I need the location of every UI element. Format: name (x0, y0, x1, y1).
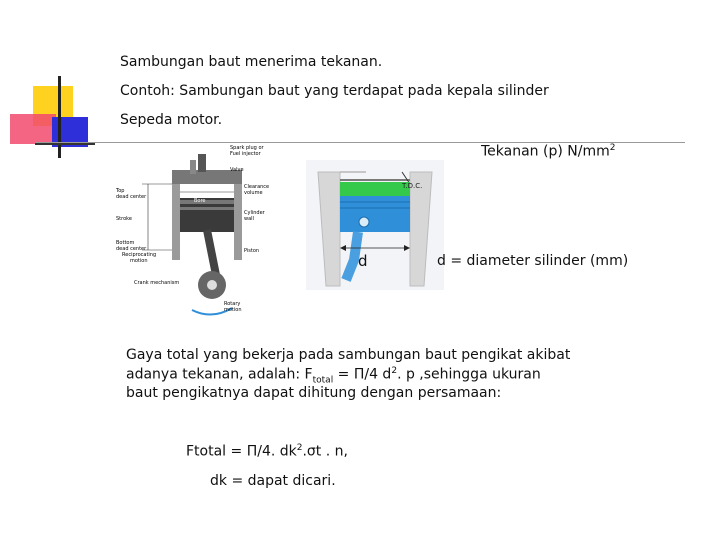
label-cylinder: Cylinder (244, 210, 265, 216)
diameter-description: d = diameter silinder (mm) (437, 253, 629, 269)
decor-red-square (10, 114, 56, 144)
label-fuel-injector: Fuel injector (230, 151, 261, 157)
example-line-2: Sepeda motor. (120, 112, 223, 128)
label-dead-center-top: dead center (116, 194, 147, 200)
label-reciprocating: Reciprocating (122, 252, 157, 258)
paragraph-line-2: adanya tekanan, adalah: $F_{total} = \Pi/4$ $d^2$. p ,sehingga ukuran (126, 366, 541, 386)
label-valve: Valve (230, 167, 244, 173)
label-bottom: Bottom (116, 240, 135, 246)
paragraph-line-1: Gaya total yang bekerja pada sambungan baut pengikat akibat (126, 347, 571, 363)
cylinder-wall-right (234, 182, 242, 260)
label-stroke: Stroke (116, 216, 132, 222)
label-tdc: T.D.C. (402, 182, 423, 190)
paragraph-line-3: baut pengikatnya dapat dihitung dengan persamaan: (126, 385, 502, 401)
diameter-symbol: d (358, 252, 368, 270)
label-motion: motion (130, 258, 148, 264)
piston-crown (340, 182, 410, 196)
formula-result: dk = dapat dicari. (210, 473, 336, 489)
label-piston: Piston (244, 248, 260, 254)
label-volume: volume (244, 190, 263, 196)
pressure-label: Tekanan (p) $N/mm^2$ (481, 143, 616, 160)
label-wall: wall (244, 216, 254, 222)
piston-illustration (306, 160, 444, 290)
decor-horizontal-line-accent (35, 143, 95, 145)
label-bore: Bore (194, 198, 206, 204)
label-rotary-motion: motion (224, 307, 242, 313)
slide-title: Sambungan baut menerima tekanan. (120, 54, 383, 70)
decor-vertical-line (58, 76, 61, 158)
label-crank: Crank mechanism (134, 280, 180, 286)
label-clearance: Clearance (244, 184, 270, 190)
formula-line: Ftotal = Π/4. $dk^2.\sigma t$ . n, (186, 443, 348, 460)
label-top: Top (116, 188, 125, 194)
spark-plug (198, 154, 206, 172)
example-line: Contoh: Sambungan baut yang terdapat pada kepala silinder (120, 83, 549, 99)
piston-body (340, 196, 410, 232)
cylinder-wall-left (172, 182, 180, 260)
label-spark-plug: Spark plug or (230, 145, 264, 151)
valve (190, 160, 196, 174)
label-rotary: Rotary (224, 301, 241, 307)
label-dead-center-bottom: dead center (116, 246, 147, 252)
engine-cylinder-diagram (112, 140, 302, 320)
